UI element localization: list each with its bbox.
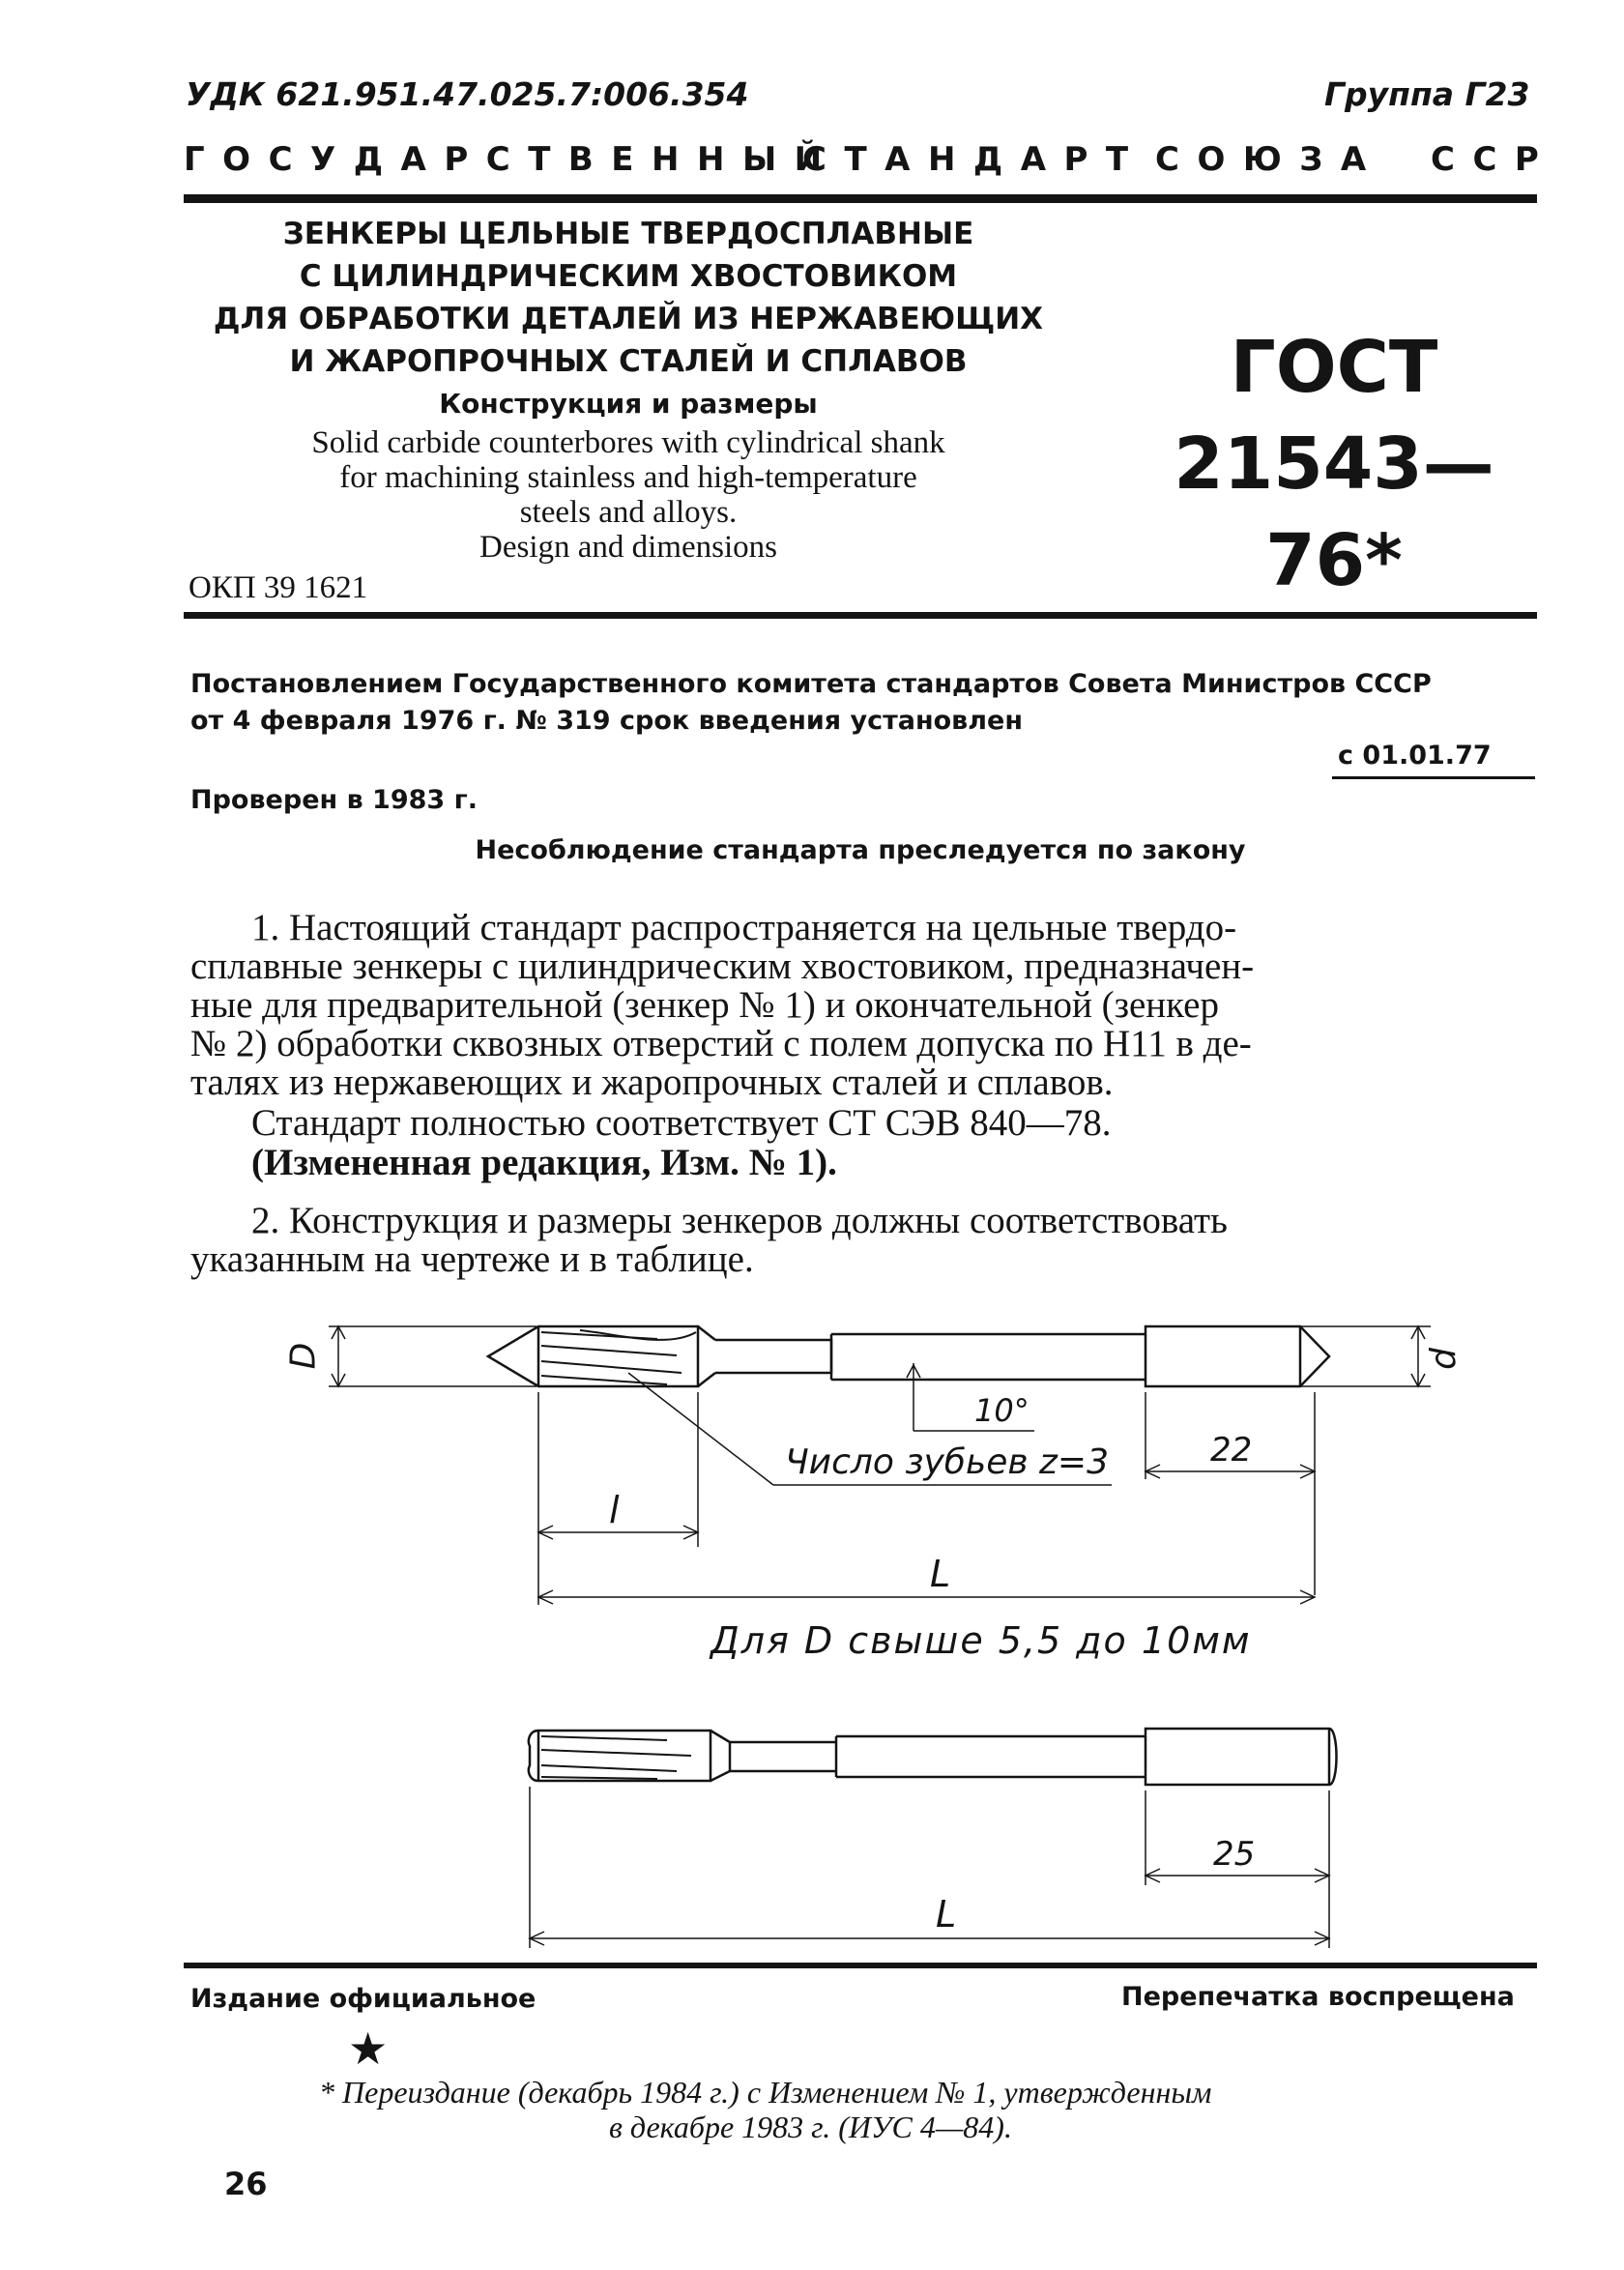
gost-label: ГОСТ [1230, 326, 1438, 409]
body-2 [836, 1736, 1146, 1777]
title-en-line-3: steels and alloys. [519, 495, 738, 530]
paragraph-1-line-2: сплавные зенкеры с цилиндрическим хвостовиком, предназначен- [190, 946, 1255, 987]
paragraph-3-line-2: указанным на чертеже и в таблице. [190, 1238, 754, 1280]
label-D: D [283, 1342, 324, 1370]
group-code: Группа Г23 [1324, 75, 1530, 113]
label-l: l [609, 1489, 620, 1531]
title-ru-subtitle: Конструкция и размеры [439, 388, 818, 420]
label-teeth-count: Число зубьев z=3 [785, 1442, 1109, 1482]
label-dim-25: 25 [1213, 1835, 1256, 1874]
decree-line-2: от 4 февраля 1976 г. № 319 срок введения установлен [190, 706, 1024, 736]
star-mark: ★ [348, 2023, 389, 2075]
amendment-note: (Измененная редакция, Изм. № 1). [251, 1142, 837, 1183]
title-en-line-4: Design and dimensions [479, 530, 777, 565]
decree-date: с 01.01.77 [1338, 741, 1492, 771]
title-ru-line-3: ДЛЯ ОБРАБОТКИ ДЕТАЛЕЙ ИЗ НЕРЖАВЕЮЩИХ [213, 302, 1044, 336]
shank-2 [1146, 1729, 1337, 1785]
label-dim-22: 22 [1210, 1431, 1253, 1470]
label-d: d [1423, 1348, 1464, 1370]
state-word-2: СТАНДАРТ [802, 140, 1146, 179]
drawing-caption: Для D свыше 5,5 до 10мм [710, 1619, 1252, 1662]
body [831, 1334, 1146, 1380]
reprint-note: Перепечатка воспрещена [1121, 1982, 1515, 2012]
footer-rule [184, 1963, 1537, 1968]
label-L: L [930, 1553, 951, 1595]
edition-note: Издание официальное [190, 1984, 536, 2014]
paragraph-1-line-4: № 2) обработки сквозных отверстий с полем допуска по Н11 в де- [190, 1023, 1252, 1064]
paragraph-2: Стандарт полностью соответствует СТ СЭВ 840—78. [251, 1102, 1112, 1144]
checked-note: Проверен в 1983 г. [190, 785, 478, 815]
paragraph-1-line-1: 1. Настоящий стандарт распространяется на цельные твердо- [251, 907, 1237, 948]
decree-line-1: Постановлением Государственного комитета стандартов Совета Министров СССР [190, 669, 1432, 699]
gost-number: 21543—76* [1174, 422, 1494, 602]
state-word-3: СОЮЗА [1155, 140, 1384, 179]
reissue-note-line-1: * Переиздание (декабрь 1984 г.) с Изменением № 1, утвержденным [319, 2075, 1212, 2110]
state-word-4: ССР [1431, 140, 1557, 179]
legal-warning: Несоблюдение стандарта преследуется по закону [475, 835, 1246, 865]
title-ru-line-2: С ЦИЛИНДРИЧЕСКИМ ХВОСТОВИКОМ [299, 259, 958, 294]
flute-lines-2 [541, 1736, 691, 1779]
title-ru-line-1: ЗЕНКЕРЫ ЦЕЛЬНЫЕ ТВЕРДОСПЛАВНЫЕ [282, 217, 974, 251]
shank [1146, 1326, 1329, 1386]
reissue-note-line-2: в декабре 1983 г. (ИУС 4—84). [609, 2110, 1012, 2144]
paragraph-3-line-1: 2. Конструкция и размеры зенкеров должны соответствовать [251, 1200, 1228, 1241]
okp-code: ОКП 39 1621 [188, 570, 368, 605]
neck [715, 1340, 831, 1373]
label-angle: 10° [974, 1392, 1030, 1429]
title-ru-line-4: И ЖАРОПРОЧНЫХ СТАЛЕЙ И СПЛАВОВ [289, 344, 968, 379]
paragraph-1-line-3: ные для предварительной (зенкер № 1) и окончательной (зенкер [190, 984, 1219, 1026]
paragraph-1-line-5: талях из нержавеющих и жаропрочных сталей и сплавов. [190, 1062, 1114, 1103]
label-L-2: L [936, 1893, 957, 1935]
page-number: 26 [224, 2166, 268, 2202]
state-word-1: ГОСУДАРСТВЕННЫЙ [184, 140, 840, 179]
title-en-line-2: for machining stainless and high-temperature [339, 460, 917, 495]
title-en-line-1: Solid carbide counterbores with cylindrical shank [311, 425, 945, 460]
udk-code: УДК 621.951.47.025.7:006.354 [186, 75, 749, 113]
